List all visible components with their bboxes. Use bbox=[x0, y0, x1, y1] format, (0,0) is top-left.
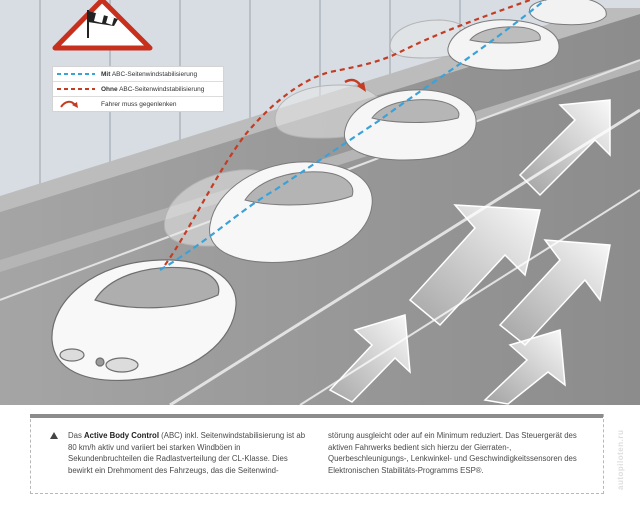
caption-left-bold: Active Body Control bbox=[84, 431, 159, 440]
caption-right-column: störung ausgleicht oder auf ein Minimum reduziert. Das Steuergerät des aktiven Fahrwerks bedient sich hierzu der Gierraten-, Querbeschleunigungs-, Lenkwinkel- und Geschwindigkeitssensoren des Elektronischen Stabilitäts-Programms ESP®. bbox=[328, 431, 577, 475]
legend-row-countersteer bbox=[53, 96, 223, 111]
legend-without-strong: Ohne bbox=[101, 85, 118, 93]
curved-arrow-icon bbox=[57, 99, 95, 109]
blue-dashed-line-icon bbox=[57, 72, 95, 76]
legend-without-rest: ABC-Seitenwindstabilisierung bbox=[117, 85, 205, 93]
legend-row-without-abc bbox=[53, 81, 223, 96]
caption-top-bar bbox=[30, 414, 603, 418]
caption-left-pre: Das bbox=[68, 431, 85, 440]
triangle-up-icon bbox=[50, 432, 58, 439]
legend-with-rest: ABC-Seitenwindstabilisierung bbox=[110, 70, 198, 78]
red-dashed-line-icon bbox=[57, 87, 95, 91]
trajectory-legend bbox=[52, 66, 224, 112]
legend-row-with-abc bbox=[53, 67, 223, 81]
caption-left-column bbox=[68, 430, 314, 476]
legend-countersteer-label: Fahrer muss gegenlenken bbox=[101, 100, 177, 108]
watermark: autopiloten.ru bbox=[616, 429, 625, 490]
legend-with-strong: Mit bbox=[101, 70, 111, 78]
caption-left-post: (ABC) inkl. Seitenwindstabilisierung ist ab 80 km/h aktiv und variiert bei starken Windböen in Sekundenbruchteilen die Radlastverteilung der CL-Klasse. Dies bewirkt ein Drehmoment des Fahrzeugs, das die Seitenwind- bbox=[68, 431, 306, 475]
